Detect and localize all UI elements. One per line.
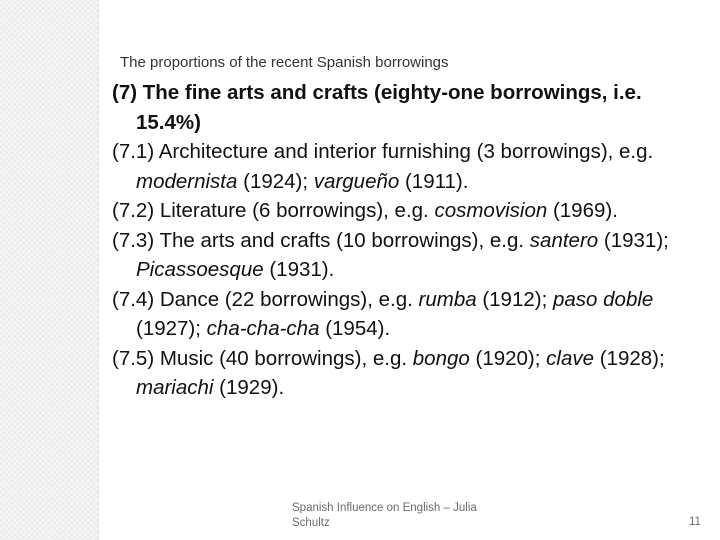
category-label: (7.4) Dance (22 borrowings), e.g. <box>112 287 413 311</box>
borrowing-category-item <box>112 226 672 285</box>
example-term: vargueño <box>313 169 400 193</box>
example-term: paso doble <box>553 287 654 311</box>
example-separator: ; <box>534 346 541 370</box>
example-term: Picassoesque <box>136 258 264 281</box>
borrowing-category-item <box>112 344 672 403</box>
example-year: (1929) <box>219 376 279 399</box>
example-year: (1954) <box>325 317 385 340</box>
example-separator: ; <box>195 317 201 340</box>
example-separator: ; <box>302 169 309 193</box>
example-term: cosmovision <box>434 199 548 222</box>
example-separator: . <box>278 376 285 399</box>
example-year: (1924) <box>243 169 303 193</box>
example-term: bongo <box>412 346 470 370</box>
example-year: (1931) <box>269 258 329 281</box>
example-separator: ; <box>541 287 548 311</box>
example-year: (1912) <box>482 287 542 311</box>
example-separator: ; <box>659 346 665 370</box>
example-year: (1927) <box>136 317 196 340</box>
example-separator: . <box>384 317 391 340</box>
example-year: (1931) <box>603 228 664 252</box>
example-separator: . <box>462 169 469 193</box>
category-label: (7.1) Architecture and interior furnishing (3 borrowings), e.g. <box>112 140 654 163</box>
slide-content <box>112 78 672 403</box>
example-year: (1928) <box>599 346 659 370</box>
footer-source: Spanish Influence on English – Julia Schultz <box>292 502 477 529</box>
page-number: 11 <box>689 516 701 528</box>
example-term: santero <box>529 228 599 252</box>
example-year: (1969) <box>552 199 613 222</box>
slide-title: The proportions of the recent Spanish borrowings <box>120 54 449 71</box>
section-heading: (7) The fine arts and crafts (eighty-one borrowings, i.e. 15.4%) <box>112 81 642 134</box>
example-term: rumba <box>418 287 477 311</box>
borrowing-category-item <box>112 285 672 344</box>
category-label: (7.2) Literature (6 borrowings), e.g. <box>112 199 429 222</box>
borrowing-category-list <box>112 137 672 403</box>
example-term: clave <box>546 346 595 370</box>
example-term: mariachi <box>136 376 214 399</box>
borrowing-category-item <box>112 196 672 226</box>
example-separator: . <box>328 258 335 281</box>
example-separator: ; <box>663 228 669 252</box>
example-term: cha-cha-cha <box>206 317 320 340</box>
example-year: (1911) <box>404 169 463 193</box>
category-label: (7.5) Music (40 borrowings), e.g. <box>112 346 408 370</box>
example-year: (1920) <box>475 346 535 370</box>
example-term: modernista <box>136 169 238 193</box>
category-label: (7.3) The arts and crafts (10 borrowings), e.g. <box>112 228 525 252</box>
example-separator: . <box>612 199 618 222</box>
borrowing-category-item <box>112 137 672 196</box>
